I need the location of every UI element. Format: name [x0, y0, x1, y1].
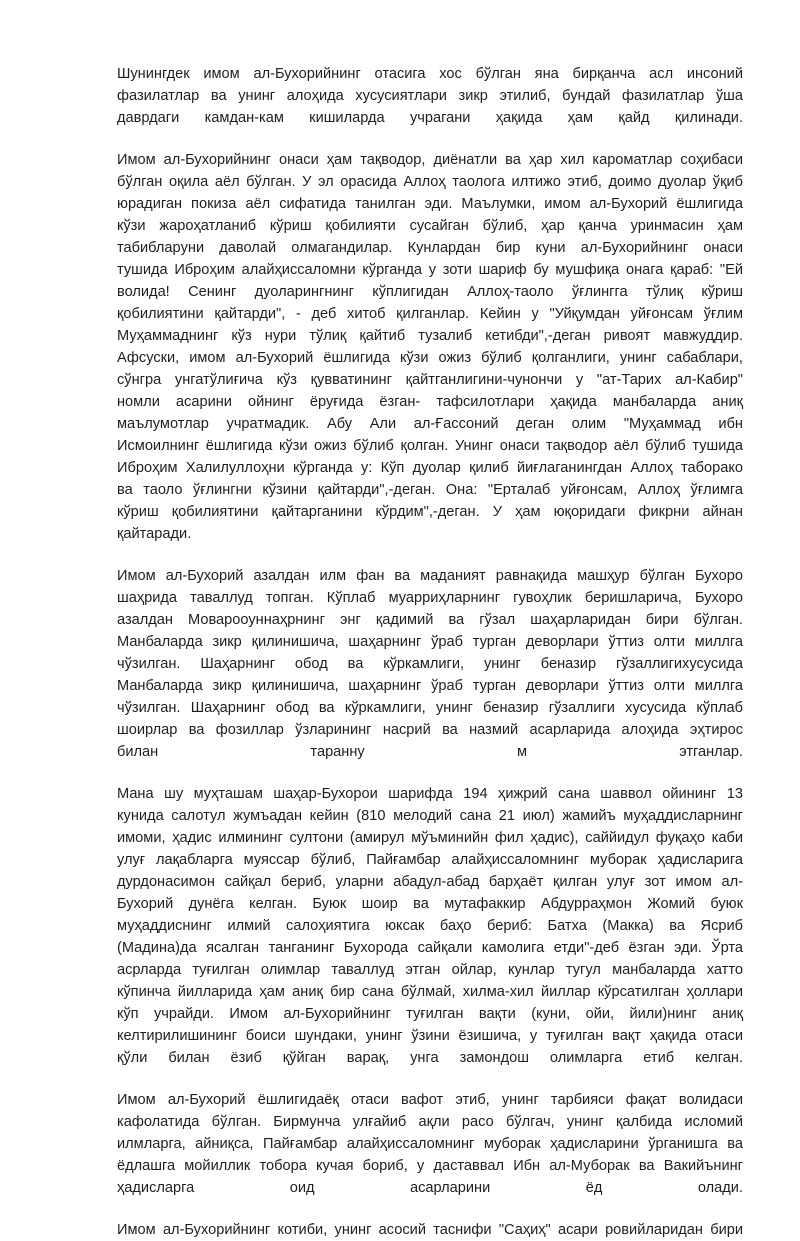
text-line: кўзи жароҳатланиб кўриш қобилияти сусайган бўлиб, ҳар қанча уринмасин ҳам: [117, 218, 743, 234]
text-line: Шунингдек имом ал-Бухорийнинг отасига хос бўлган яна бирқанча асл инсоний: [117, 66, 743, 82]
text-line: номли асарини ойнинг ёруғида ёзган- тафсилотлари ҳақида манбаларда аниқ: [117, 394, 743, 410]
text-line: волида! Сенинг дуоларингнинг кўплигидан Аллоҳ-таоло ўғлингга тўлиқ кўриш: [117, 284, 743, 300]
text-line: кўп учрайди. Имом ал-Бухорийнинг туғилган вақти (куни, ойи, йили)нинг аниқ: [117, 1006, 743, 1022]
text-line: бўлган оқила аёл бўлган. У эл орасида Аллоҳ таологa илтижо этиб, доимо дуолар ўқиб: [117, 174, 743, 190]
text-line: Афсуски, имом ал-Бухорий ёшлигида кўзи ожиз бўлиб қолганлиги, унинг сабаблари,: [117, 350, 743, 366]
text-line: дурдонасимон сайқал бериб, уларни абадул-абад барҳаёт қилган улуғ зот имом ал-: [117, 874, 743, 890]
paragraph-childhood: [117, 1089, 743, 1199]
text-line: ёдлашга мойиллик тобора кучая бориб, у даставвал Ибн ал-Муборак ва Вакийънинг: [117, 1158, 743, 1174]
text-line: фазилатлар ва унинг алоҳида хусусиятлари зикр этилиб, бундай фазилатлар ўша: [117, 88, 743, 104]
paragraph-bukhara-city: [117, 565, 743, 763]
text-line: шаҳрида таваллуд топган. Кўплаб муарриҳларнинг гувоҳлик беришларича, Бухоро: [117, 590, 743, 606]
text-line: юрадиган покиза аёл сифатида танилган эди. Маълумки, имом ал-Бухорий ёшлигида: [117, 196, 743, 212]
document-page: [117, 63, 743, 1241]
text-line: сўнгра унгатўлиғича кўз қувватининг қайтганлигини-чунончи у "ат-Тарих ал-Кабир": [117, 372, 743, 388]
paragraph-birth: [117, 783, 743, 1069]
text-line: Манбаларда зикр қилинишича, шаҳарнинг ўраб турган деворлари ўттиз олти миллга: [117, 634, 743, 650]
text-line: Бухорий дунёга келган. Буюк шоир ва мутафаккир Абдурраҳмон Жомий буюк: [117, 896, 743, 912]
text-line: асрларда туғилган олимлар таваллуд этган ойлар, кунлар тугул манбаларда хатто: [117, 962, 743, 978]
text-line: кўриш қобилиятини қайтарганини кўрдим",-деган. У ҳам юқоридаги фикрни айнан: [117, 504, 743, 520]
text-line: Муҳаммаднинг кўз нури тўлиқ қайтиб тузалиб кетибди",-деган ривоят мавжуддир.: [117, 328, 743, 344]
text-line: Манбаларда зикр қилинишича, шаҳарнинг ўраб турган деворлари ўттиз олти миллга: [117, 678, 743, 694]
text-line: улуғ лақабларга муяссар бўлиб, Пайғамбар алайҳиссаломнинг муборак ҳадисларига: [117, 852, 743, 868]
text-line: илмларга, айниқса, Пайғамбар алайҳиссаломнинг муборак ҳадисларини ўрганишга ва: [117, 1136, 743, 1152]
text-line: Иброҳим Халилуллоҳни кўрганда у: Кўп дуолар қилиб йиғлаганингдан Аллоҳ таборако: [117, 460, 743, 476]
text-line: маълумотлар учратмадик. Абу Али ал-Ғассоний деган олим "Муҳаммад ибн: [117, 416, 743, 432]
text-line: муҳаддиснинг илмий салоҳиятига юксак баҳо бериб: Батха (Макка) ва Ясриб: [117, 918, 743, 934]
text-line: тушида Иброҳим алайҳиссаломни кўрганда у зоти шариф бу мушфиқа онага қараб: "Ей: [117, 262, 743, 278]
text-line: Имом ал-Бухорийнинг онаси ҳам тақводор, диёнатли ва ҳар хил кароматлар соҳибаси: [117, 152, 743, 168]
text-line: ҳадисларга оид асарларини ёд олади.: [117, 1180, 743, 1196]
text-line: чўзилган. Шаҳарнинг обод ва кўркамлиги, унинг беназир гўзаллиги хусусида кўплаб: [117, 700, 743, 716]
text-line: кунида салотул жумъадан кейин (810 мелодий сана 21 июл) жамийъ муҳаддисларнинг: [117, 808, 743, 824]
text-line: (Мадина)да ясалган тангaнинг Бухорода сайқали камолига етди"-деб ёзган эди. Ўрта: [117, 940, 743, 956]
text-line: чўзилган. Шаҳарнинг обод ва кўркамлиги, унинг беназир гўзаллигихусусида: [117, 656, 743, 672]
text-line: ва таоло ўғлингни кўзини қайтарди",-деган. Она: "Ерталаб уйғонсам, Аллоҳ ўғлимга: [117, 482, 743, 498]
text-line: қайтаради.: [117, 526, 192, 542]
text-line: табиблаpуни даволай олмагандилар. Кунлардан бир куни ал-Бухорийнинг онаси: [117, 240, 743, 256]
text-line: кафолатида бўлган. Бирмунча улғайиб ақли расо бўлгач, унинг қалбида исломий: [117, 1114, 743, 1130]
paragraph-secretary: [117, 1219, 743, 1241]
text-line: Исмоилнинг ёшлигида кўзи ожиз бўлиб қолган. Унинг онаси тақводор аёл бўлиб тушида: [117, 438, 743, 454]
text-line: даврдаги камдан-кам кишиларда учрагани ҳақида ҳам қайд қилинади.: [117, 110, 743, 126]
text-line: Мана шу муҳташам шаҳар-Бухорои шарифда 194 ҳижрий сана шаввол ойининг 13: [117, 786, 743, 802]
text-line: қўли билан ёзиб қўйган варақ, унга замондош олимларга етиб келган.: [117, 1050, 743, 1066]
text-line: Имом ал-Бухорийнинг котиби, унинг асосий таснифи "Саҳиҳ" асари ровийларидан бири: [117, 1222, 743, 1238]
text-line: Имом ал-Бухорий азалдан илм фан ва маданият равнақида машҳур бўлган Бухоро: [117, 568, 743, 584]
text-line: келтирилишининг боиси шундаки, унинг ўзини ёзишича, у туғилган вақт ҳақида отаси: [117, 1028, 743, 1044]
text-line: билан таранну м этганлар.: [117, 744, 743, 760]
text-line: қобилиятини қайтарди", - деб хитоб қилганлар. Кейин у "Уйқумдан уйғонсам ўғлим: [117, 306, 743, 322]
text-line: кўпинча йилларида ҳам аниқ бир сана бўлмай, хилма-хил йиллар кўрсатилган ҳоллари: [117, 984, 743, 1000]
text-line: азалдан Моварооуннаҳрнинг энг қадимий ва гўзал шаҳарларидан бири бўлган.: [117, 612, 743, 628]
text-line: имоми, ҳадис илмининг султони (амирул мўъминийн фил ҳадис), саййидул фуқаҳо каби: [117, 830, 743, 846]
paragraph-mother: [117, 149, 743, 545]
text-line: Имом ал-Бухорий ёшлигидаёқ отаси вафот этиб, унинг тарбияси фақат волидаси: [117, 1092, 743, 1108]
text-line: шоирлар ва фозиллар ўзларининг насрий ва назмий асарларида алоҳида эҳтирос: [117, 722, 743, 738]
paragraph-father-virtues: [117, 63, 743, 129]
